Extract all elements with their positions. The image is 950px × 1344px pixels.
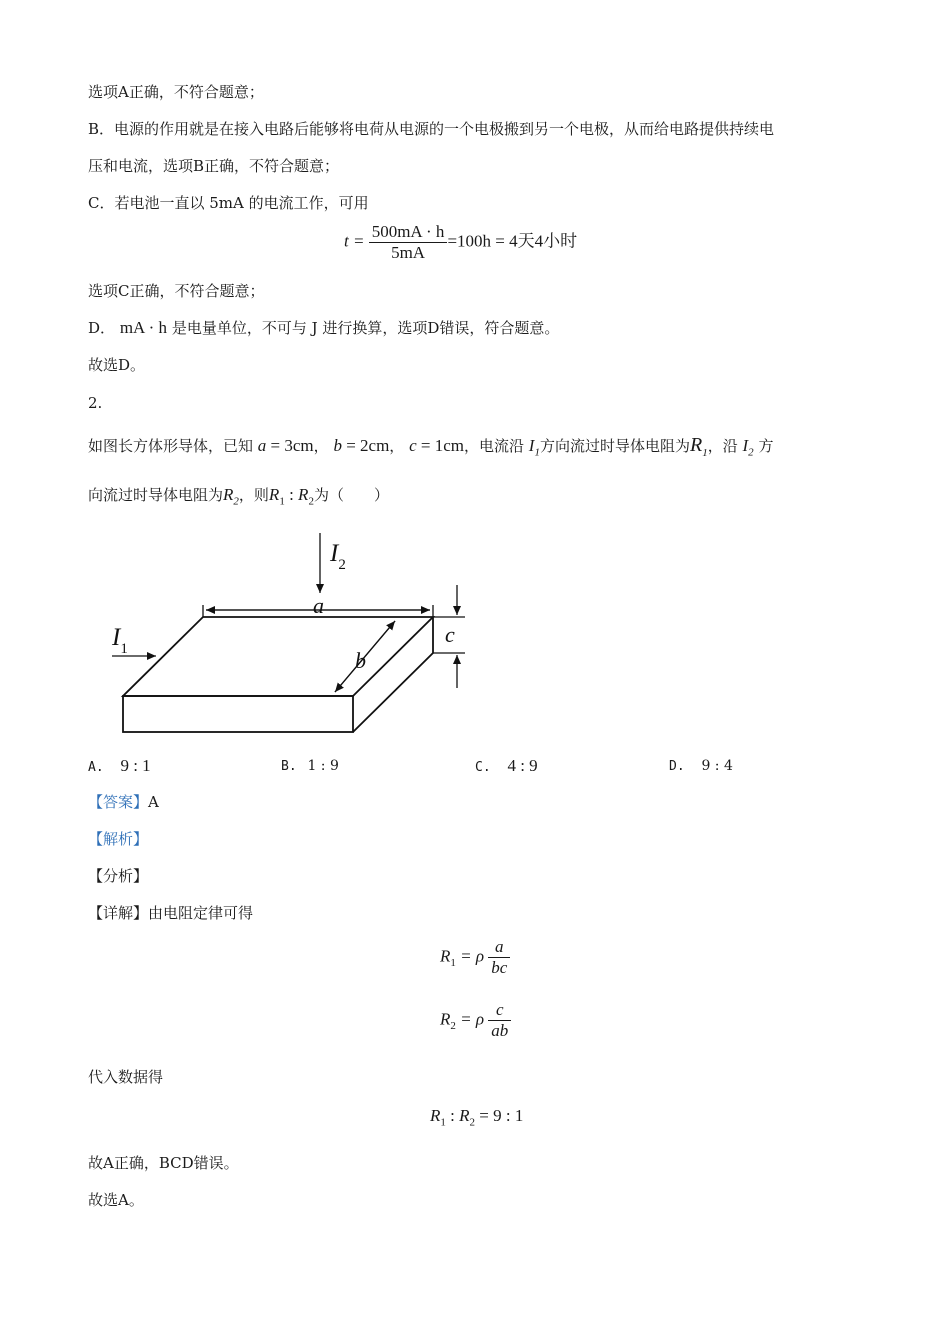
given-b: b = 2cm	[333, 436, 390, 455]
current-i1: $I_1$	[528, 436, 540, 459]
option-c[interactable]: C. 4 : 9	[475, 756, 538, 775]
ratio-r1-r2: $R_1$ : $R_2$	[268, 485, 314, 508]
label-b: b	[355, 648, 366, 673]
answer-tag: 【答案】	[88, 793, 149, 811]
question-text: 向流过时导体电阻为$R_2$，则$R_1$ : $R_2$为（ ）	[88, 485, 389, 508]
equation-ratio: $R_1$ : $R_2 = 9$ : 1	[430, 1106, 524, 1129]
fraction	[369, 222, 448, 263]
question-text: 如图长方体形导体，已知 a = 3cm， b = 2cm， c = 1cm，电流沿 $I_1$方向流过时导体电阻为$R_1$，沿 $I_2$ 方	[88, 434, 774, 459]
resistance-r1: $R_1$	[689, 434, 708, 459]
label-a: a	[313, 593, 324, 618]
answer-value: A	[148, 793, 159, 811]
answer-line	[88, 792, 159, 812]
text-line: 代入数据得	[88, 1068, 164, 1086]
current-i2: $I_2$	[742, 436, 754, 459]
label-i1: $I_1$	[112, 624, 128, 657]
option-b[interactable]: B. 1 : 9	[281, 758, 339, 774]
eq-rhs: =100h = 4天4小时	[447, 231, 578, 251]
question-number: 2.	[88, 394, 103, 412]
label-c: c	[445, 622, 455, 647]
conductor-figure	[100, 525, 480, 740]
xiangjie-line: 【详解】由电阻定律可得	[88, 904, 254, 922]
given-a: a = 3cm	[257, 436, 314, 455]
cuboid	[123, 617, 433, 732]
text-line: 故A正确，BCD错误。	[88, 1154, 239, 1172]
dimension-marks	[112, 533, 465, 692]
fenxi-tag: 【分析】	[88, 867, 149, 885]
fraction-numerator: 500mA · h	[369, 222, 448, 243]
given-c: c = 1cm	[409, 436, 464, 455]
text-line: B．电源的作用就是在接入电路后能够将电荷从电源的一个电极搬到另一个电极，从而给电路提供持续电	[88, 120, 775, 138]
text-line: 故选D。	[88, 356, 146, 374]
label-i2: $I_2$	[330, 540, 346, 573]
text-line: 压和电流，选项B正确，不符合题意；	[88, 157, 340, 175]
equation-time	[344, 222, 577, 263]
jiexi-tag: 【解析】	[88, 830, 149, 848]
fraction-denominator: 5mA	[391, 243, 426, 262]
resistance-r2: $R_2$	[223, 485, 239, 508]
equation-r1: $R_1 = \rho$ $\frac{a}{bc}$	[440, 937, 510, 978]
text-line: 故选A。	[88, 1191, 144, 1209]
xiangjie-tag: 【详解】	[88, 904, 149, 922]
text-line: 选项A正确，不符合题意；	[88, 83, 264, 101]
option-d[interactable]: D. 9 : 4	[669, 758, 733, 774]
text-line: C．若电池一直以 5mA 的电流工作，可用	[88, 194, 369, 212]
equation-r2: $R_2 = \rho$ $\frac{c}{ab}$	[440, 1000, 511, 1041]
text-line: 选项C正确，不符合题意；	[88, 282, 265, 300]
text-line: D． mA · h 是电量单位，不可与 J 进行换算，选项D错误，符合题意。	[88, 318, 560, 337]
unit-mah: mA · h	[119, 318, 168, 337]
eq-lhs: t =	[344, 231, 365, 251]
option-a[interactable]: A. 9 : 1	[88, 756, 151, 775]
